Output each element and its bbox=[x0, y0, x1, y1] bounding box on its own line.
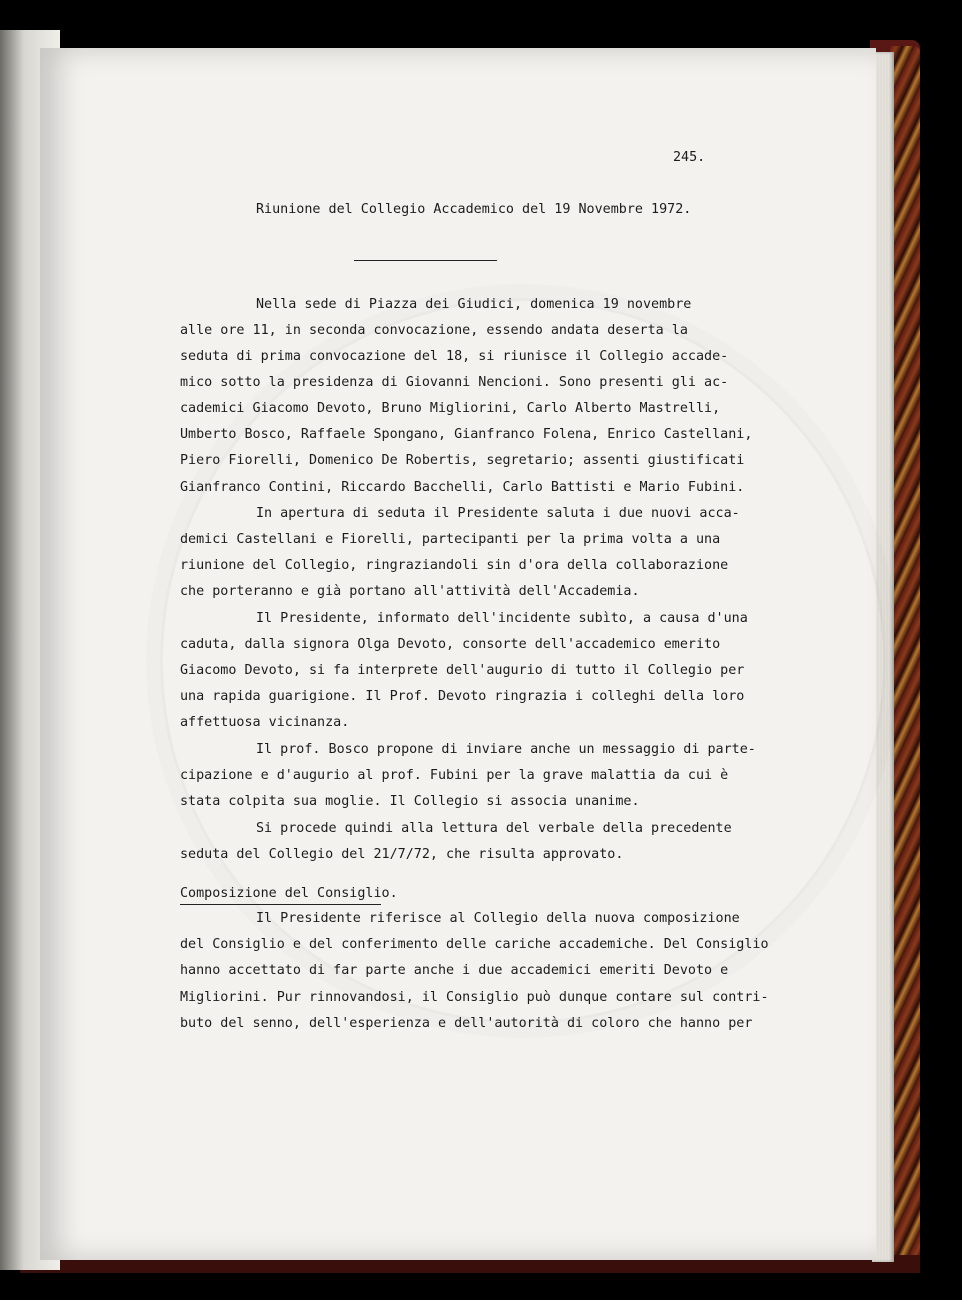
text-line: riunione del Collegio, ringraziandoli sin d'ora della collaborazione bbox=[180, 558, 729, 573]
text-line: demici Castellani e Fiorelli, partecipanti per la prima volta a una bbox=[180, 532, 721, 547]
section-heading-underline bbox=[180, 904, 381, 905]
text-line: Si procede quindi alla lettura del verbale della precedente bbox=[256, 821, 732, 836]
text-line: mico sotto la presidenza di Giovanni Nencioni. Sono presenti gli ac- bbox=[180, 375, 729, 390]
text-line: cipazione e d'augurio al prof. Fubini per la grave malattia da cui è bbox=[180, 768, 729, 783]
text-line: Gianfranco Contini, Riccardo Bacchelli, Carlo Battisti e Mario Fubini. bbox=[180, 480, 745, 495]
text-line: alle ore 11, in seconda convocazione, essendo andata deserta la bbox=[180, 323, 688, 338]
text-line: caduta, dalla signora Olga Devoto, consorte dell'accademico emerito bbox=[180, 637, 721, 652]
text-line: seduta di prima convocazione del 18, si riunisce il Collegio accade- bbox=[180, 349, 729, 364]
text-line: Nella sede di Piazza dei Giudici, domenica 19 novembre bbox=[256, 297, 692, 312]
text-line: Giacomo Devoto, si fa interprete dell'augurio di tutto il Collegio per bbox=[180, 663, 745, 678]
marbled-edge bbox=[890, 46, 920, 1266]
section-heading: Composizione del Consiglio. bbox=[180, 886, 398, 901]
text-line: affettuosa vicinanza. bbox=[180, 715, 350, 730]
page-number: 245. bbox=[673, 150, 706, 165]
document-title: Riunione del Collegio Accademico del 19 Novembre 1972. bbox=[256, 202, 692, 217]
text-line: Umberto Bosco, Raffaele Spongano, Gianfranco Folena, Enrico Castellani, bbox=[180, 427, 753, 442]
text-line: Il Presidente, informato dell'incidente subìto, a causa d'una bbox=[256, 611, 748, 626]
text-line: Migliorini. Pur rinnovandosi, il Consiglio può dunque contare sul contri- bbox=[180, 990, 769, 1005]
text-line: una rapida guarigione. Il Prof. Devoto ringrazia i colleghi della loro bbox=[180, 689, 745, 704]
text-line: Il prof. Bosco propone di inviare anche un messaggio di parte- bbox=[256, 742, 756, 757]
document-page bbox=[40, 48, 876, 1260]
title-rule bbox=[354, 260, 497, 261]
text-line: hanno accettato di far parte anche i due accademici emeriti Devoto e bbox=[180, 963, 729, 978]
text-line: cademici Giacomo Devoto, Bruno Migliorini, Carlo Alberto Mastrelli, bbox=[180, 401, 721, 416]
text-line: Il Presidente riferisce al Collegio della nuova composizione bbox=[256, 911, 740, 926]
text-line: seduta del Collegio del 21/7/72, che risulta approvato. bbox=[180, 847, 624, 862]
text-line: stata colpita sua moglie. Il Collegio si associa unanime. bbox=[180, 794, 640, 809]
text-line: del Consiglio e del conferimento delle cariche accademiche. Del Consiglio bbox=[180, 937, 769, 952]
text-line: che porteranno e già portano all'attività dell'Accademia. bbox=[180, 584, 640, 599]
text-line: In apertura di seduta il Presidente saluta i due nuovi acca- bbox=[256, 506, 740, 521]
text-line: Piero Fiorelli, Domenico De Robertis, segretario; assenti giustificati bbox=[180, 453, 745, 468]
text-line: buto del senno, dell'esperienza e dell'autorità di coloro che hanno per bbox=[180, 1016, 753, 1031]
